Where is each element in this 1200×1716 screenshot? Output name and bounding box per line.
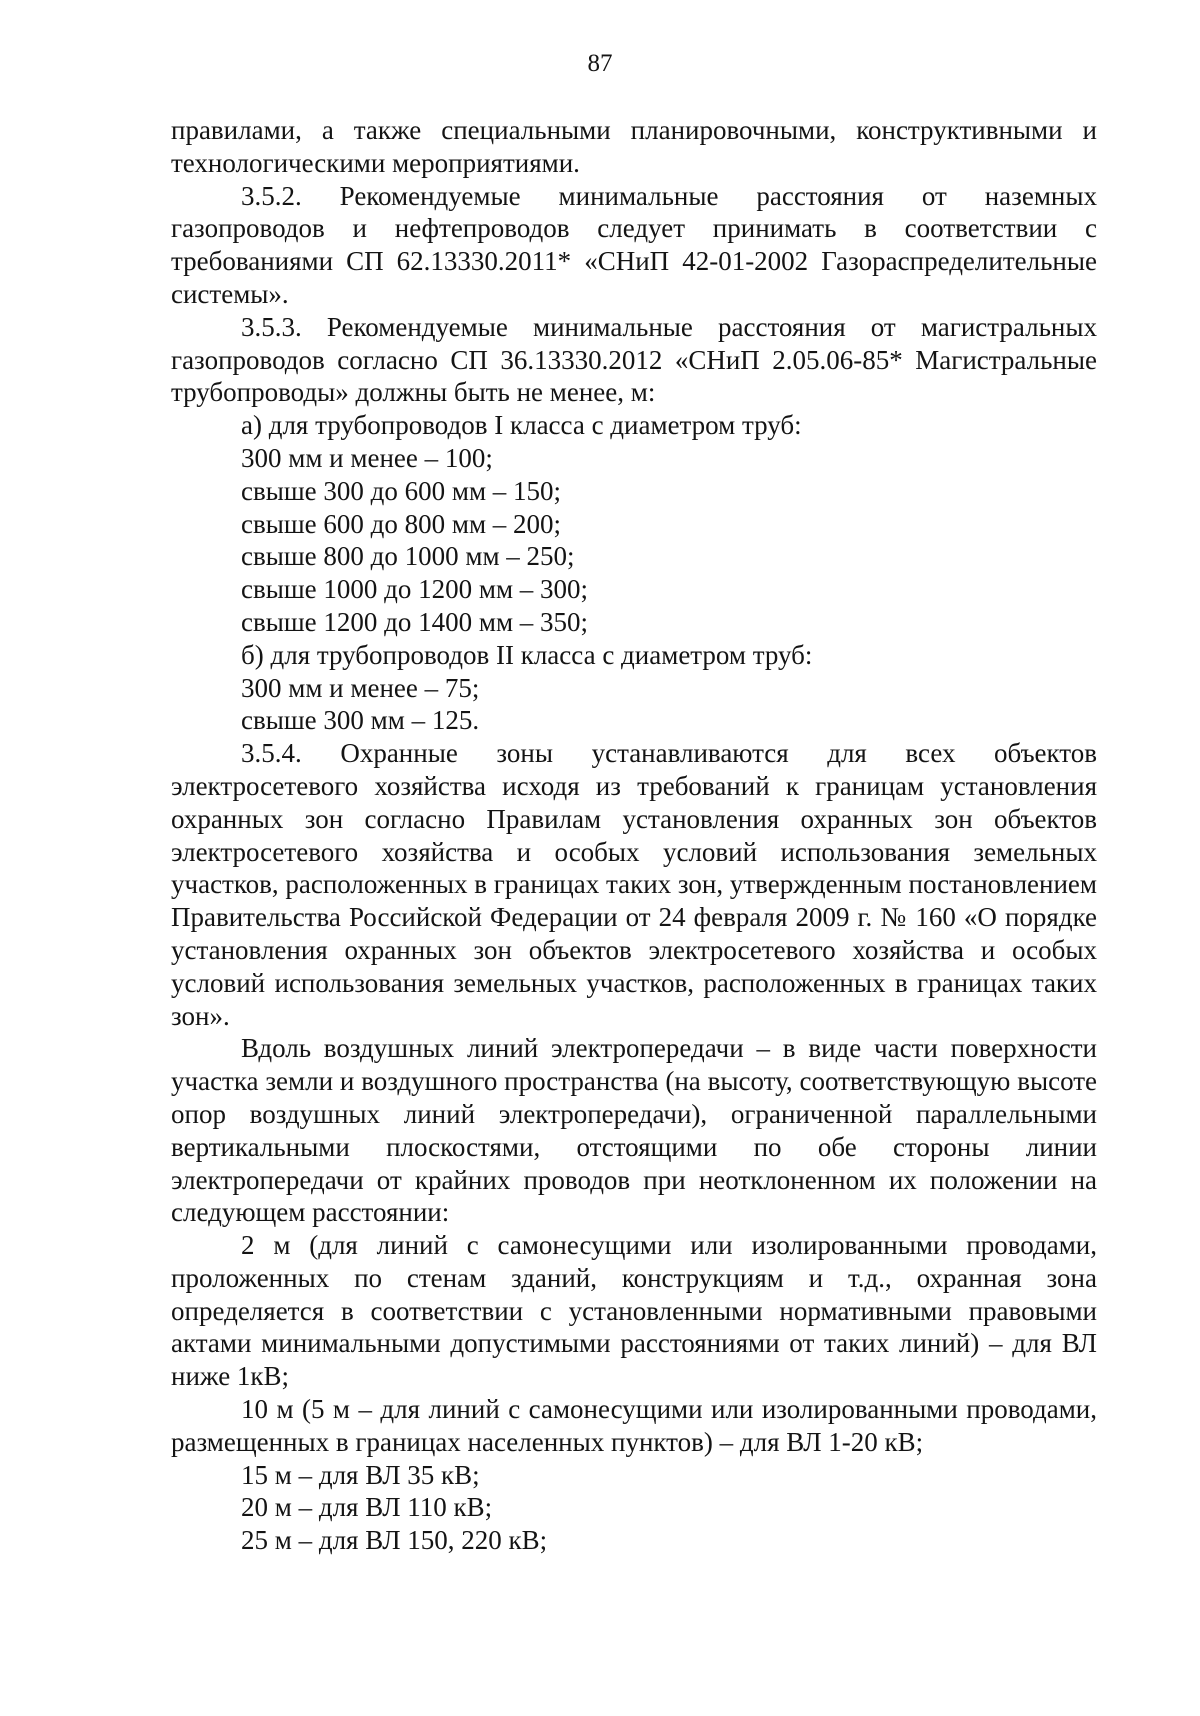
- paragraph-intro: правилами, а также специальными планировочными, конструктивными и технологическими мероприятиями.: [171, 115, 1097, 178]
- list-item: 15 м – для ВЛ 35 кВ;: [241, 1459, 480, 1490]
- list-item: свыше 1200 до 1400 мм – 350;: [241, 606, 589, 637]
- class2-heading: б) для трубопроводов II класса с диаметром труб:: [241, 639, 813, 670]
- list-item: 20 м – для ВЛ 110 кВ;: [241, 1492, 493, 1523]
- list-item: свыше 300 мм – 125.: [241, 705, 480, 736]
- list-item: свыше 1000 до 1200 мм – 300;: [241, 574, 589, 605]
- list-item: свыше 300 до 600 мм – 150;: [241, 475, 562, 506]
- list-item: 300 мм и менее – 100;: [241, 442, 493, 473]
- document-body: [171, 114, 1097, 1557]
- paragraph-10m: 10 м (5 м – для линий с самонесущими или изолированными проводами, размещенных в границах населенных пунктов) – для ВЛ 1-20 кВ;: [171, 1394, 1097, 1457]
- list-item: 25 м – для ВЛ 150, 220 кВ;: [241, 1525, 548, 1556]
- paragraph-3-5-2: 3.5.2. Рекомендуемые минимальные расстояния от наземных газопроводов и нефтепроводов следует принимать в соответствии с требованиями СП 62.13330.2011* «СНиП 42-01-2002 Газораспределительные системы».: [171, 180, 1097, 309]
- class1-heading: а) для трубопроводов I класса с диаметром труб:: [241, 410, 802, 441]
- page-number: 87: [587, 50, 613, 77]
- paragraph-vdol: Вдоль воздушных линий электропередачи – в виде части поверхности участка земли и воздушного пространства (на высоту, соответствующую высоте опор воздушных линий электропередачи), ограниченной параллельными вертикальными плоскостями, отстоящими по обе стороны линии электропередачи от крайних проводов при неотклоненном их положении на следующем расстоянии:: [171, 1033, 1097, 1228]
- paragraph-2m: 2 м (для линий с самонесущими или изолированными проводами, проложенных по стенам зданий, конструкциям и т.д., охранная зона определяется в соответствии с установленными нормативными правовыми актами минимальными допустимыми расстояниями от таких линий) – для ВЛ ниже 1кВ;: [171, 1230, 1097, 1392]
- paragraph-3-5-3: 3.5.3. Рекомендуемые минимальные расстояния от магистральных газопроводов согласно СП 36.13330.2012 «СНиП 2.05.06-85* Магистральные трубопроводы» должны быть не менее, м:: [171, 311, 1097, 408]
- list-item: свыше 600 до 800 мм – 200;: [241, 508, 562, 539]
- list-item: 300 мм и менее – 75;: [241, 672, 480, 703]
- paragraph-3-5-4: 3.5.4. Охранные зоны устанавливаются для всех объектов электросетевого хозяйства исходя из требований к границам установления охранных зон согласно Правилам установления охранных зон объектов электросетевого хозяйства и особых условий использования земельных участков, расположенных в границах таких зон, утвержденным постановлением Правительства Российской Федерации от 24 февраля 2009 г. № 160 «О порядке установления охранных зон объектов электросетевого хозяйства и особых условий использования земельных участков, расположенных в границах таких зон».: [171, 738, 1097, 1031]
- list-item: свыше 800 до 1000 мм – 250;: [241, 541, 575, 572]
